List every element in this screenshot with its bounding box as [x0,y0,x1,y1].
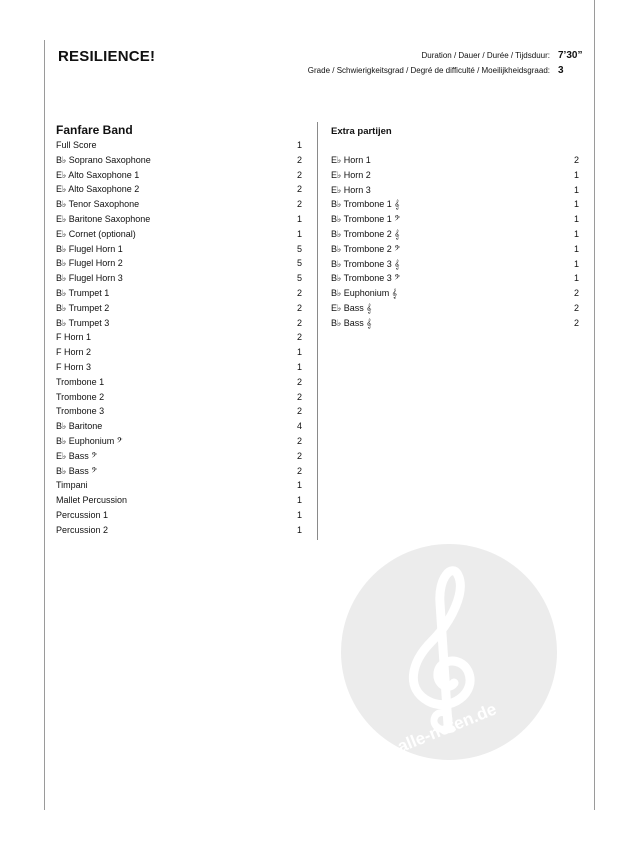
duration-label: Duration / Dauer / Durée / Tijdsduur: [421,51,550,60]
fanfare-band-heading: Fanfare Band [56,123,133,137]
list-item [56,345,302,360]
instrument-name: B♭ Euphonium 𝄢 [56,435,123,446]
list-item [56,404,302,419]
part-count: 1 [296,228,302,239]
instrument-name: E♭ Bass 𝄢 [56,450,98,461]
instrument-name: Percussion 1 [56,509,109,520]
instrument-name: B♭ Trombone 1 𝄢 [331,214,401,225]
part-count: 1 [296,495,302,506]
list-item [331,271,579,286]
part-count: 1 [296,361,302,372]
instrument-name: Trombone 2 [56,391,105,402]
part-count: 2 [296,332,302,343]
part-count: 1 [573,184,579,195]
list-item [56,256,302,271]
part-count: 2 [573,155,579,165]
list-item [56,286,302,301]
list-item [56,434,302,449]
instrument-name: E♭ Bass 𝄞 [331,302,372,313]
page-border-left [44,40,45,810]
part-count: 2 [296,184,302,195]
instrument-name: E♭ Horn 2 [331,169,371,180]
part-count: 2 [573,288,579,299]
page-title: RESILIENCE! [58,48,156,65]
instrument-name: Full Score [56,140,97,150]
part-count: 1 [573,228,579,239]
list-item [331,183,579,198]
part-count: 1 [296,524,302,535]
instrument-name: E♭ Horn 3 [331,184,371,195]
part-count: 5 [296,258,302,269]
list-item [56,242,302,257]
part-count: 2 [296,406,302,417]
instrument-name: E♭ Alto Saxophone 1 [56,169,140,180]
instrument-name: B♭ Tenor Saxophone [56,199,140,210]
part-count: 2 [296,317,302,328]
instrument-name: Trombone 1 [56,376,105,387]
instrument-name: F Horn 1 [56,332,92,343]
grade-line [308,65,584,76]
column-divider [317,122,318,540]
list-item [56,375,302,390]
list-item [56,493,302,508]
instrument-name: B♭ Trombone 3 𝄢 [331,273,401,284]
list-item [331,316,579,331]
part-count: 1 [296,140,302,150]
part-count: 2 [573,302,579,313]
part-count: 2 [296,287,302,298]
page-border-right [594,0,595,810]
list-item [56,301,302,316]
instrument-name: E♭ Cornet (optional) [56,228,136,239]
list-item [56,390,302,405]
list-item [331,168,579,183]
instrument-name: B♭ Bass 𝄞 [331,317,372,328]
list-item [56,330,302,345]
list-item [331,197,579,212]
list-item [56,153,302,168]
instrument-name: B♭ Baritone [56,421,103,432]
list-item [331,301,579,316]
fanfare-band-list [56,138,302,538]
part-count: 2 [573,317,579,328]
list-item [331,242,579,257]
watermark-text: alle-noten.de [394,699,500,757]
part-count: 1 [573,169,579,180]
part-count: 5 [296,273,302,284]
instrument-name: B♭ Trombone 2 𝄞 [331,228,400,239]
instrument-name: E♭ Alto Saxophone 2 [56,184,140,195]
part-count: 1 [573,214,579,225]
part-count: 1 [296,480,302,491]
list-item [56,419,302,434]
instrument-name: B♭ Trombone 1 𝄞 [331,199,400,210]
part-count: 1 [573,273,579,284]
instrument-name: E♭ Baritone Saxophone [56,213,151,224]
duration-value: 7’30” [558,50,583,61]
list-item [56,271,302,286]
part-count: 1 [573,243,579,254]
grade-value: 3 [558,65,564,76]
list-item [56,138,302,153]
instrument-name: Mallet Percussion [56,495,128,506]
list-item [331,227,579,242]
instrument-name: B♭ Bass 𝄢 [56,465,98,476]
list-item [56,464,302,479]
instrument-name: F Horn 3 [56,361,92,372]
instrument-name: Percussion 2 [56,524,109,535]
instrument-name: B♭ Trumpet 1 [56,287,110,298]
watermark-logo [340,543,558,761]
list-item [56,168,302,183]
part-count: 1 [296,213,302,224]
instrument-name: B♭ Trombone 2 𝄢 [331,243,401,254]
part-count: 2 [296,302,302,313]
part-count: 4 [296,421,302,432]
instrument-name: Trombone 3 [56,406,105,417]
instrument-name: Timpani [56,480,88,491]
instrument-name: B♭ Flugel Horn 1 [56,243,123,254]
part-count: 1 [573,199,579,210]
list-item [56,360,302,375]
list-item [56,182,302,197]
part-count: 1 [296,509,302,520]
part-count: 1 [296,347,302,358]
instrument-name: B♭ Flugel Horn 3 [56,273,123,284]
list-item [331,153,579,168]
list-item [56,197,302,212]
instrument-name: B♭ Euphonium 𝄞 [331,288,398,299]
list-item [56,523,302,538]
part-count: 2 [296,199,302,210]
part-count: 2 [296,435,302,446]
instrument-name: E♭ Horn 1 [331,155,371,165]
part-count: 2 [296,450,302,461]
part-count: 5 [296,243,302,254]
instrument-name: B♭ Trumpet 3 [56,317,110,328]
instrument-name: B♭ Soprano Saxophone [56,154,151,165]
list-item [331,286,579,301]
part-count: 2 [296,154,302,165]
instrument-name: B♭ Trombone 3 𝄞 [331,258,400,269]
instrument-name: B♭ Trumpet 2 [56,302,110,313]
list-item [56,478,302,493]
list-item [56,212,302,227]
extra-parts-heading: Extra partijen [331,126,392,137]
part-count: 2 [296,376,302,387]
list-item [56,508,302,523]
part-count: 2 [296,169,302,180]
grade-label: Grade / Schwierigkeitsgrad / Degré de difficulté / Moeilijkheidsgraad: [307,66,550,75]
list-item [56,449,302,464]
duration-line [421,50,584,61]
list-item [56,316,302,331]
part-count: 2 [296,465,302,476]
extra-parts-list [331,153,579,331]
list-item [56,227,302,242]
instrument-name: F Horn 2 [56,347,92,358]
part-count: 1 [573,258,579,269]
list-item [331,257,579,272]
list-item [331,212,579,227]
instrument-name: B♭ Flugel Horn 2 [56,258,123,269]
part-count: 2 [296,391,302,402]
